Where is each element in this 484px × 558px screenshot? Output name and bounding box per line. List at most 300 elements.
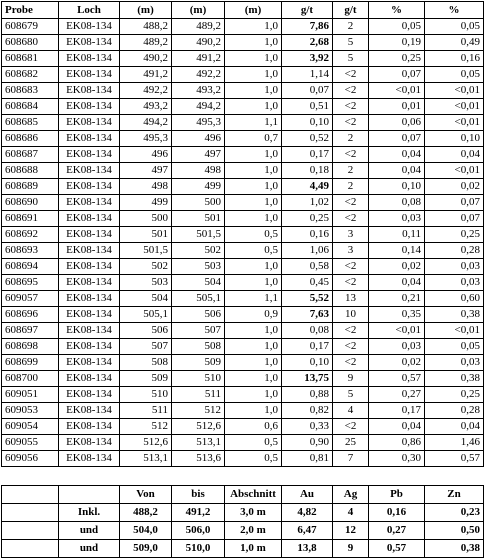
cell-pb: 0,07 [369,131,425,147]
summary-header-label [59,486,120,504]
cell-ag: 2 [333,131,369,147]
cell-bis: 510 [172,371,225,387]
header-loch: Loch [59,2,120,19]
cell-probe: 608694 [2,259,59,275]
table-row [2,35,484,51]
cell-bis: 506 [172,307,225,323]
summary-blank-cell [2,504,59,522]
cell-von: 504 [120,291,172,307]
cell-zn: 1,46 [425,435,484,451]
header-pb-unit: % [369,2,425,19]
cell-au: 3,92 [282,51,333,67]
cell-au: 1,14 [282,67,333,83]
cell-pb: 0,04 [369,275,425,291]
cell-probe: 609057 [2,291,59,307]
cell-zn: 0,05 [425,339,484,355]
cell-loch: EK08-134 [59,419,120,435]
cell-au: 0,45 [282,275,333,291]
summary-blank-cell [2,486,59,504]
cell-pb: <0,01 [369,323,425,339]
cell-zn: 0,25 [425,387,484,403]
table-row [2,99,484,115]
cell-loch: EK08-134 [59,307,120,323]
cell-bis: 495,3 [172,115,225,131]
summary-cell-bis: 506,0 [172,522,225,540]
spacer-row [2,467,484,486]
table-row [2,19,484,35]
cell-au: 0,81 [282,451,333,467]
cell-von: 502 [120,259,172,275]
cell-zn: 0,28 [425,243,484,259]
cell-pb: 0,02 [369,355,425,371]
cell-bis: 492,2 [172,67,225,83]
cell-length: 1,0 [225,323,282,339]
summary-cell-abschnitt: 3,0 m [225,504,282,522]
cell-ag: 10 [333,307,369,323]
cell-loch: EK08-134 [59,291,120,307]
summary-row [2,540,484,558]
cell-pb: 0,10 [369,179,425,195]
cell-au: 5,52 [282,291,333,307]
cell-von: 511 [120,403,172,419]
cell-ag: 2 [333,19,369,35]
cell-pb: <0,01 [369,83,425,99]
cell-loch: EK08-134 [59,323,120,339]
cell-length: 1,0 [225,371,282,387]
cell-bis: 501,5 [172,227,225,243]
cell-pb: 0,07 [369,67,425,83]
header-length-unit: (m) [225,2,282,19]
cell-length: 1,1 [225,115,282,131]
cell-pb: 0,06 [369,115,425,131]
cell-probe: 608699 [2,355,59,371]
cell-length: 1,0 [225,147,282,163]
summary-cell-bis: 491,2 [172,504,225,522]
cell-bis: 513,1 [172,435,225,451]
cell-ag: <2 [333,259,369,275]
cell-zn: 0,07 [425,195,484,211]
table-row [2,355,484,371]
cell-pb: 0,02 [369,259,425,275]
cell-length: 1,0 [225,339,282,355]
cell-ag: <2 [333,355,369,371]
cell-pb: 0,17 [369,403,425,419]
table-row [2,243,484,259]
cell-length: 0,5 [225,451,282,467]
table-row [2,451,484,467]
header-von-unit: (m) [120,2,172,19]
cell-bis: 512 [172,403,225,419]
cell-pb: 0,14 [369,243,425,259]
summary-header-pb: Pb [369,486,425,504]
summary-cell-label: und [59,522,120,540]
cell-von: 500 [120,211,172,227]
cell-length: 1,0 [225,355,282,371]
cell-von: 499 [120,195,172,211]
cell-zn: <0,01 [425,323,484,339]
cell-von: 491,2 [120,67,172,83]
cell-au: 1,06 [282,243,333,259]
summary-header-ag: Ag [333,486,369,504]
cell-bis: 507 [172,323,225,339]
cell-ag: 5 [333,35,369,51]
table-row [2,147,484,163]
cell-zn: 0,03 [425,355,484,371]
cell-von: 495,3 [120,131,172,147]
cell-bis: 499 [172,179,225,195]
cell-probe: 608680 [2,35,59,51]
cell-von: 492,2 [120,83,172,99]
cell-loch: EK08-134 [59,99,120,115]
cell-probe: 609051 [2,387,59,403]
cell-probe: 609053 [2,403,59,419]
cell-probe: 608700 [2,371,59,387]
summary-cell-abschnitt: 2,0 m [225,522,282,540]
cell-au: 0,25 [282,211,333,227]
cell-au: 0,17 [282,147,333,163]
cell-loch: EK08-134 [59,355,120,371]
cell-probe: 608687 [2,147,59,163]
cell-length: 0,5 [225,243,282,259]
summary-header-zn: Zn [425,486,484,504]
cell-au: 0,10 [282,115,333,131]
cell-ag: 5 [333,51,369,67]
cell-au: 2,68 [282,35,333,51]
table-row [2,403,484,419]
cell-loch: EK08-134 [59,131,120,147]
cell-probe: 608691 [2,211,59,227]
summary-cell-label: und [59,540,120,558]
cell-length: 0,7 [225,131,282,147]
cell-probe: 609056 [2,451,59,467]
table-row [2,307,484,323]
summary-cell-pb: 0,57 [369,540,425,558]
cell-loch: EK08-134 [59,339,120,355]
cell-zn: 0,04 [425,147,484,163]
cell-pb: 0,21 [369,291,425,307]
cell-pb: 0,08 [369,195,425,211]
summary-table [1,485,484,558]
cell-length: 1,0 [225,195,282,211]
cell-zn: 0,04 [425,419,484,435]
cell-von: 501,5 [120,243,172,259]
cell-zn: 0,60 [425,291,484,307]
summary-cell-abschnitt: 1,0 m [225,540,282,558]
cell-von: 505,1 [120,307,172,323]
cell-length: 1,0 [225,163,282,179]
assay-results-table [1,1,484,486]
cell-bis: 500 [172,195,225,211]
cell-bis: 504 [172,275,225,291]
cell-zn: 0,16 [425,51,484,67]
cell-ag: <2 [333,147,369,163]
cell-von: 506 [120,323,172,339]
cell-loch: EK08-134 [59,115,120,131]
cell-zn: <0,01 [425,115,484,131]
cell-probe: 608698 [2,339,59,355]
cell-bis: 497 [172,147,225,163]
table-row [2,195,484,211]
cell-loch: EK08-134 [59,179,120,195]
cell-ag: <2 [333,195,369,211]
cell-bis: 496 [172,131,225,147]
cell-bis: 502 [172,243,225,259]
header-ag-unit: g/t [333,2,369,19]
cell-bis: 491,2 [172,51,225,67]
cell-pb: 0,01 [369,99,425,115]
cell-zn: 0,49 [425,35,484,51]
table-row [2,339,484,355]
cell-zn: 0,07 [425,211,484,227]
summary-cell-zn: 0,38 [425,540,484,558]
cell-ag: <2 [333,323,369,339]
cell-bis: 503 [172,259,225,275]
header-au-unit: g/t [282,2,333,19]
cell-probe: 609055 [2,435,59,451]
cell-ag: <2 [333,211,369,227]
cell-loch: EK08-134 [59,195,120,211]
cell-zn: 0,03 [425,275,484,291]
summary-header-von: Von [120,486,172,504]
cell-ag: 13 [333,291,369,307]
cell-loch: EK08-134 [59,67,120,83]
cell-length: 1,0 [225,387,282,403]
cell-probe: 608690 [2,195,59,211]
cell-au: 0,58 [282,259,333,275]
table-row [2,51,484,67]
table-row [2,67,484,83]
table-row [2,227,484,243]
cell-von: 508 [120,355,172,371]
header-bis-unit: (m) [172,2,225,19]
cell-zn: 0,05 [425,67,484,83]
cell-au: 7,63 [282,307,333,323]
cell-au: 0,17 [282,339,333,355]
table-row [2,291,484,307]
cell-loch: EK08-134 [59,243,120,259]
cell-von: 489,2 [120,35,172,51]
cell-probe: 608689 [2,179,59,195]
cell-length: 1,0 [225,211,282,227]
cell-au: 0,16 [282,227,333,243]
cell-bis: 512,6 [172,419,225,435]
summary-row [2,522,484,540]
cell-von: 507 [120,339,172,355]
cell-au: 0,33 [282,419,333,435]
cell-pb: 0,27 [369,387,425,403]
header-probe: Probe [2,2,59,19]
cell-loch: EK08-134 [59,51,120,67]
cell-ag: 3 [333,227,369,243]
header-row [2,2,484,19]
summary-cell-zn: 0,50 [425,522,484,540]
cell-pb: 0,03 [369,339,425,355]
cell-probe: 608692 [2,227,59,243]
cell-probe: 608681 [2,51,59,67]
table-row [2,419,484,435]
cell-pb: 0,30 [369,451,425,467]
cell-ag: 5 [333,387,369,403]
cell-ag: 2 [333,179,369,195]
cell-au: 0,90 [282,435,333,451]
table-row [2,83,484,99]
cell-ag: 25 [333,435,369,451]
cell-bis: 494,2 [172,99,225,115]
table-row [2,259,484,275]
cell-length: 1,0 [225,179,282,195]
cell-pb: 0,04 [369,147,425,163]
cell-bis: 489,2 [172,19,225,35]
cell-length: 1,1 [225,291,282,307]
summary-section [2,467,484,486]
cell-au: 13,75 [282,371,333,387]
table-row [2,435,484,451]
cell-probe: 608682 [2,67,59,83]
cell-von: 494,2 [120,115,172,131]
cell-probe: 608696 [2,307,59,323]
table-row [2,323,484,339]
cell-probe: 608684 [2,99,59,115]
cell-length: 1,0 [225,99,282,115]
cell-loch: EK08-134 [59,211,120,227]
assay-rows [2,2,484,467]
cell-probe: 608688 [2,163,59,179]
cell-bis: 501 [172,211,225,227]
cell-loch: EK08-134 [59,19,120,35]
cell-ag: <2 [333,67,369,83]
summary-blank-cell [2,540,59,558]
cell-length: 1,0 [225,51,282,67]
cell-bis: 498 [172,163,225,179]
summary-cell-bis: 510,0 [172,540,225,558]
cell-ag: <2 [333,275,369,291]
cell-zn: 0,38 [425,371,484,387]
cell-loch: EK08-134 [59,147,120,163]
spacer-cell [2,467,484,486]
header-zn-unit: % [425,2,484,19]
cell-probe: 608693 [2,243,59,259]
cell-au: 0,51 [282,99,333,115]
cell-au: 4,49 [282,179,333,195]
cell-ag: <2 [333,83,369,99]
table-row [2,275,484,291]
cell-au: 0,08 [282,323,333,339]
cell-length: 0,6 [225,419,282,435]
cell-zn: 0,10 [425,131,484,147]
summary-header-au: Au [282,486,333,504]
summary-cell-von: 504,0 [120,522,172,540]
cell-au: 0,10 [282,355,333,371]
cell-zn: <0,01 [425,99,484,115]
cell-ag: <2 [333,99,369,115]
cell-ag: <2 [333,115,369,131]
cell-length: 1,0 [225,275,282,291]
cell-zn: 0,25 [425,227,484,243]
summary-header-bis: bis [172,486,225,504]
summary-rows [2,504,484,558]
cell-probe: 608679 [2,19,59,35]
cell-length: 1,0 [225,259,282,275]
cell-pb: 0,04 [369,163,425,179]
cell-length: 1,0 [225,403,282,419]
cell-length: 1,0 [225,67,282,83]
cell-zn: 0,03 [425,259,484,275]
cell-ag: 4 [333,403,369,419]
cell-loch: EK08-134 [59,275,120,291]
cell-zn: 0,05 [425,19,484,35]
cell-bis: 508 [172,339,225,355]
cell-loch: EK08-134 [59,83,120,99]
summary-cell-von: 488,2 [120,504,172,522]
cell-bis: 493,2 [172,83,225,99]
cell-ag: 9 [333,371,369,387]
cell-von: 512 [120,419,172,435]
cell-pb: 0,03 [369,211,425,227]
cell-bis: 511 [172,387,225,403]
cell-von: 513,1 [120,451,172,467]
cell-bis: 513,6 [172,451,225,467]
cell-bis: 505,1 [172,291,225,307]
cell-pb: 0,86 [369,435,425,451]
cell-pb: 0,57 [369,371,425,387]
summary-cell-von: 509,0 [120,540,172,558]
summary-cell-label: Inkl. [59,504,120,522]
cell-von: 503 [120,275,172,291]
cell-von: 496 [120,147,172,163]
cell-probe: 609054 [2,419,59,435]
cell-pb: 0,35 [369,307,425,323]
cell-loch: EK08-134 [59,371,120,387]
summary-cell-au: 4,82 [282,504,333,522]
cell-au: 0,82 [282,403,333,419]
cell-length: 1,0 [225,35,282,51]
cell-au: 0,07 [282,83,333,99]
cell-von: 490,2 [120,51,172,67]
summary-cell-ag: 4 [333,504,369,522]
table-row [2,115,484,131]
cell-ag: <2 [333,419,369,435]
cell-loch: EK08-134 [59,435,120,451]
table-row [2,387,484,403]
cell-loch: EK08-134 [59,403,120,419]
summary-cell-pb: 0,27 [369,522,425,540]
cell-length: 0,9 [225,307,282,323]
cell-pb: 0,25 [369,51,425,67]
cell-zn: <0,01 [425,83,484,99]
summary-blank-cell [2,522,59,540]
cell-pb: 0,11 [369,227,425,243]
summary-cell-ag: 9 [333,540,369,558]
cell-probe: 608683 [2,83,59,99]
cell-loch: EK08-134 [59,163,120,179]
cell-pb: 0,19 [369,35,425,51]
cell-zn: 0,38 [425,307,484,323]
summary-cell-ag: 12 [333,522,369,540]
cell-von: 498 [120,179,172,195]
cell-probe: 608685 [2,115,59,131]
cell-von: 488,2 [120,19,172,35]
cell-length: 0,5 [225,227,282,243]
summary-header-abschnitt: Abschnitt [225,486,282,504]
cell-au: 0,88 [282,387,333,403]
cell-probe: 608686 [2,131,59,147]
cell-bis: 509 [172,355,225,371]
table-row [2,211,484,227]
summary-cell-au: 6,47 [282,522,333,540]
cell-zn: 0,57 [425,451,484,467]
table-row [2,131,484,147]
cell-von: 510 [120,387,172,403]
